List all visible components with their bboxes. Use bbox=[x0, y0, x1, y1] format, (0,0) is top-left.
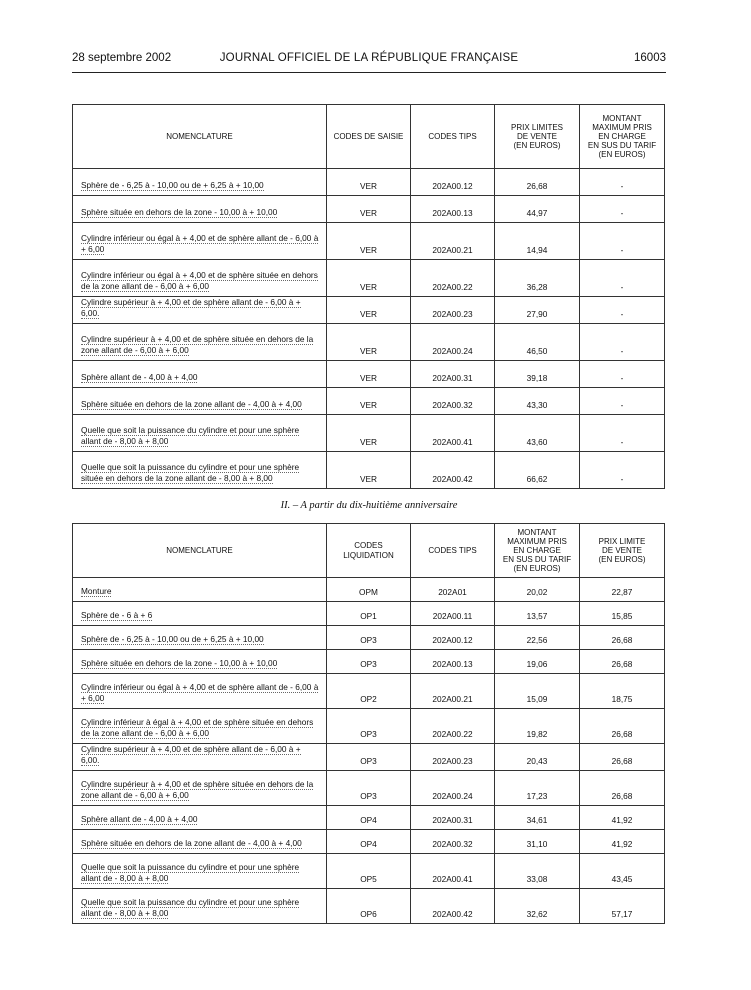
cell-prix: 57,17 bbox=[580, 889, 665, 924]
cell-tips: 202A00.23 bbox=[411, 744, 495, 771]
table-row bbox=[73, 626, 665, 650]
cell-nomenclature bbox=[73, 578, 327, 602]
table-row bbox=[73, 223, 665, 260]
cell-tips: 202A00.24 bbox=[411, 324, 495, 361]
cell-code: OP6 bbox=[327, 889, 411, 924]
nomenclature-text: Cylindre inférieur ou égal à + 4,00 et de sphère située en dehors de la zone allant de - 6,00 à + 6,00 bbox=[81, 269, 318, 291]
cell-tips: 202A00.42 bbox=[411, 452, 495, 489]
nomenclature-text: Sphère de - 6,25 à - 10,00 ou de + 6,25 à + 10,00 bbox=[81, 633, 264, 644]
cell-tips: 202A00.42 bbox=[411, 889, 495, 924]
cell-prix: 15,85 bbox=[580, 602, 665, 626]
table-row bbox=[73, 771, 665, 806]
table-row bbox=[73, 452, 665, 489]
cell-nomenclature bbox=[73, 674, 327, 709]
cell-tips: 202A00.24 bbox=[411, 771, 495, 806]
cell-nomenclature bbox=[73, 650, 327, 674]
cell-code: VER bbox=[327, 415, 411, 452]
cell-nomenclature bbox=[73, 169, 327, 196]
cell-prix: 14,94 bbox=[495, 223, 580, 260]
nomenclature-text: Cylindre supérieur à + 4,00 et de sphère située en dehors de la zone allant de - 6,00 à + 6,00 bbox=[81, 779, 314, 801]
nomenclature-text: Cylindre supérieur à + 4,00 et de sphère allant de - 6,00 à + 6,00. bbox=[81, 297, 301, 319]
cell-prix: 41,92 bbox=[580, 806, 665, 830]
cell-montant: 17,23 bbox=[495, 771, 580, 806]
col-header-codes-liquidation: CODES LIQUIDATION bbox=[327, 524, 411, 578]
cell-montant: 31,10 bbox=[495, 830, 580, 854]
cell-code: VER bbox=[327, 260, 411, 297]
col-header-codes-saisie: CODES DE SAISIE bbox=[327, 105, 411, 169]
cell-prix: 43,45 bbox=[580, 854, 665, 889]
table-row bbox=[73, 650, 665, 674]
cell-code: VER bbox=[327, 452, 411, 489]
cell-nomenclature bbox=[73, 889, 327, 924]
cell-prix: 39,18 bbox=[495, 361, 580, 388]
cell-prix: 26,68 bbox=[580, 626, 665, 650]
table-row bbox=[73, 830, 665, 854]
nomenclature-text: Sphère située en dehors de la zone - 10,00 à + 10,00 bbox=[81, 206, 278, 217]
cell-code: OP2 bbox=[327, 674, 411, 709]
cell-nomenclature bbox=[73, 324, 327, 361]
cell-tips: 202A00.31 bbox=[411, 361, 495, 388]
cell-montant: - bbox=[580, 324, 665, 361]
cell-nomenclature bbox=[73, 415, 327, 452]
nomenclature-text: Sphère de - 6 à + 6 bbox=[81, 609, 153, 620]
table-header-row bbox=[73, 105, 665, 169]
table-row bbox=[73, 324, 665, 361]
nomenclature-text: Sphère située en dehors de la zone allant de - 4,00 à + 4,00 bbox=[81, 399, 302, 410]
table-row bbox=[73, 297, 665, 324]
cell-montant: - bbox=[580, 196, 665, 223]
table-row bbox=[73, 415, 665, 452]
cell-nomenclature bbox=[73, 806, 327, 830]
nomenclature-text: Cylindre supérieur à + 4,00 et de sphère allant de - 6,00 à + 6,00. bbox=[81, 744, 301, 766]
cell-tips: 202A00.13 bbox=[411, 650, 495, 674]
table-row bbox=[73, 196, 665, 223]
cell-montant: 32,62 bbox=[495, 889, 580, 924]
cell-code: VER bbox=[327, 388, 411, 415]
cell-code: VER bbox=[327, 223, 411, 260]
cell-prix: 18,75 bbox=[580, 674, 665, 709]
cell-tips: 202A00.21 bbox=[411, 223, 495, 260]
cell-tips: 202A00.12 bbox=[411, 626, 495, 650]
table-row bbox=[73, 361, 665, 388]
table-body bbox=[73, 169, 665, 489]
table-row bbox=[73, 260, 665, 297]
cell-prix: 43,60 bbox=[495, 415, 580, 452]
cell-nomenclature bbox=[73, 361, 327, 388]
table-before-18 bbox=[72, 104, 665, 489]
nomenclature-text: Cylindre supérieur à + 4,00 et de sphère située en dehors de la zone allant de - 6,00 à + 6,00 bbox=[81, 334, 314, 356]
cell-prix: 26,68 bbox=[580, 744, 665, 771]
col-header-prix-limites: PRIX LIMITES DE VENTE (EN EUROS) bbox=[495, 105, 580, 169]
table-row bbox=[73, 602, 665, 626]
nomenclature-text: Quelle que soit la puissance du cylindre et pour une sphère située en dehors de la zone allant de - 8,00 à + 8,00 bbox=[81, 462, 300, 484]
cell-montant: 20,02 bbox=[495, 578, 580, 602]
cell-nomenclature bbox=[73, 196, 327, 223]
cell-prix: 66,62 bbox=[495, 452, 580, 489]
cell-code: VER bbox=[327, 169, 411, 196]
cell-tips: 202A00.13 bbox=[411, 196, 495, 223]
cell-montant: - bbox=[580, 297, 665, 324]
cell-tips: 202A00.22 bbox=[411, 709, 495, 744]
table-row bbox=[73, 744, 665, 771]
cell-montant: 15,09 bbox=[495, 674, 580, 709]
cell-montant: 20,43 bbox=[495, 744, 580, 771]
cell-nomenclature bbox=[73, 626, 327, 650]
cell-prix: 26,68 bbox=[580, 650, 665, 674]
cell-nomenclature bbox=[73, 771, 327, 806]
cell-tips: 202A00.21 bbox=[411, 674, 495, 709]
cell-tips: 202A01 bbox=[411, 578, 495, 602]
cell-nomenclature bbox=[73, 602, 327, 626]
cell-nomenclature bbox=[73, 223, 327, 260]
cell-prix: 27,90 bbox=[495, 297, 580, 324]
col-header-nomenclature: NOMENCLATURE bbox=[73, 105, 327, 169]
nomenclature-text: Cylindre inférieur à égal à + 4,00 et de sphère située en dehors de la zone allant de - 6,00 à + 6,00 bbox=[81, 716, 314, 738]
cell-nomenclature bbox=[73, 744, 327, 771]
cell-montant: 19,06 bbox=[495, 650, 580, 674]
table-body bbox=[73, 578, 665, 924]
cell-code: OP4 bbox=[327, 806, 411, 830]
cell-montant: 33,08 bbox=[495, 854, 580, 889]
nomenclature-text: Sphère allant de - 4,00 à + 4,00 bbox=[81, 372, 198, 383]
col-header-nomenclature: NOMENCLATURE bbox=[73, 524, 327, 578]
header-rule bbox=[72, 72, 666, 73]
table-row bbox=[73, 169, 665, 196]
table-row bbox=[73, 578, 665, 602]
table-row bbox=[73, 674, 665, 709]
col-header-codes-tips: CODES TIPS bbox=[411, 524, 495, 578]
table-row bbox=[73, 388, 665, 415]
cell-code: VER bbox=[327, 324, 411, 361]
page-number: 16003 bbox=[634, 52, 666, 64]
cell-tips: 202A00.23 bbox=[411, 297, 495, 324]
cell-prix: 36,28 bbox=[495, 260, 580, 297]
col-header-prix-limite: PRIX LIMITE DE VENTE (EN EUROS) bbox=[580, 524, 665, 578]
cell-tips: 202A00.32 bbox=[411, 830, 495, 854]
cell-tips: 202A00.22 bbox=[411, 260, 495, 297]
nomenclature-text: Monture bbox=[81, 585, 112, 596]
cell-montant: 34,61 bbox=[495, 806, 580, 830]
cell-montant: 22,56 bbox=[495, 626, 580, 650]
cell-code: VER bbox=[327, 361, 411, 388]
col-header-codes-tips: CODES TIPS bbox=[411, 105, 495, 169]
nomenclature-text: Quelle que soit la puissance du cylindre et pour une sphère allant de - 8,00 à + 8,00 bbox=[81, 897, 300, 919]
publication-date: 28 septembre 2002 bbox=[72, 52, 172, 64]
cell-code: OP3 bbox=[327, 626, 411, 650]
col-header-montant: MONTANT MAXIMUM PRIS EN CHARGE EN SUS DU TARIF (EN EUROS) bbox=[580, 105, 665, 169]
cell-tips: 202A00.31 bbox=[411, 806, 495, 830]
table-row bbox=[73, 806, 665, 830]
cell-nomenclature bbox=[73, 260, 327, 297]
journal-title: JOURNAL OFFICIEL DE LA RÉPUBLIQUE FRANÇAISE bbox=[219, 52, 519, 64]
table-row bbox=[73, 854, 665, 889]
nomenclature-text: Sphère située en dehors de la zone - 10,00 à + 10,00 bbox=[81, 657, 278, 668]
cell-montant: 19,82 bbox=[495, 709, 580, 744]
cell-nomenclature bbox=[73, 830, 327, 854]
nomenclature-text: Sphère allant de - 4,00 à + 4,00 bbox=[81, 814, 198, 825]
nomenclature-text: Quelle que soit la puissance du cylindre et pour une sphère allant de - 8,00 à + 8,00 bbox=[81, 425, 300, 447]
cell-prix: 26,68 bbox=[495, 169, 580, 196]
cell-prix: 43,30 bbox=[495, 388, 580, 415]
cell-nomenclature bbox=[73, 854, 327, 889]
page-header bbox=[72, 52, 666, 68]
cell-prix: 26,68 bbox=[580, 709, 665, 744]
cell-montant: - bbox=[580, 415, 665, 452]
cell-code: OP4 bbox=[327, 830, 411, 854]
cell-montant: - bbox=[580, 388, 665, 415]
table-row bbox=[73, 709, 665, 744]
nomenclature-text: Sphère située en dehors de la zone allant de - 4,00 à + 4,00 bbox=[81, 838, 302, 849]
cell-montant: - bbox=[580, 452, 665, 489]
cell-nomenclature bbox=[73, 452, 327, 489]
cell-tips: 202A00.41 bbox=[411, 415, 495, 452]
cell-montant: 13,57 bbox=[495, 602, 580, 626]
cell-nomenclature bbox=[73, 297, 327, 324]
cell-code: OP5 bbox=[327, 854, 411, 889]
table-row bbox=[73, 889, 665, 924]
cell-code: OPM bbox=[327, 578, 411, 602]
nomenclature-text: Cylindre inférieur ou égal à + 4,00 et de sphère allant de - 6,00 à + 6,00 bbox=[81, 681, 319, 703]
cell-code: OP3 bbox=[327, 771, 411, 806]
table-from-18 bbox=[72, 523, 665, 924]
cell-montant: - bbox=[580, 223, 665, 260]
cell-code: OP3 bbox=[327, 709, 411, 744]
cell-tips: 202A00.12 bbox=[411, 169, 495, 196]
table-header-row bbox=[73, 524, 665, 578]
cell-prix: 22,87 bbox=[580, 578, 665, 602]
section-title: II. – A partir du dix-huitième anniversaire bbox=[280, 500, 458, 511]
nomenclature-text: Cylindre inférieur ou égal à + 4,00 et de sphère allant de - 6,00 à + 6,00 bbox=[81, 232, 319, 254]
cell-nomenclature bbox=[73, 709, 327, 744]
nomenclature-text: Sphère de - 6,25 à - 10,00 ou de + 6,25 à + 10,00 bbox=[81, 179, 264, 190]
cell-prix: 41,92 bbox=[580, 830, 665, 854]
cell-montant: - bbox=[580, 361, 665, 388]
nomenclature-text: Quelle que soit la puissance du cylindre et pour une sphère allant de - 8,00 à + 8,00 bbox=[81, 862, 300, 884]
cell-tips: 202A00.32 bbox=[411, 388, 495, 415]
col-header-montant: MONTANT MAXIMUM PRIS EN CHARGE EN SUS DU TARIF (EN EUROS) bbox=[495, 524, 580, 578]
cell-tips: 202A00.11 bbox=[411, 602, 495, 626]
cell-code: OP3 bbox=[327, 744, 411, 771]
cell-prix: 46,50 bbox=[495, 324, 580, 361]
cell-montant: - bbox=[580, 169, 665, 196]
cell-code: VER bbox=[327, 297, 411, 324]
cell-tips: 202A00.41 bbox=[411, 854, 495, 889]
cell-prix: 44,97 bbox=[495, 196, 580, 223]
cell-montant: - bbox=[580, 260, 665, 297]
cell-code: OP1 bbox=[327, 602, 411, 626]
cell-code: VER bbox=[327, 196, 411, 223]
cell-nomenclature bbox=[73, 388, 327, 415]
cell-code: OP3 bbox=[327, 650, 411, 674]
cell-prix: 26,68 bbox=[580, 771, 665, 806]
